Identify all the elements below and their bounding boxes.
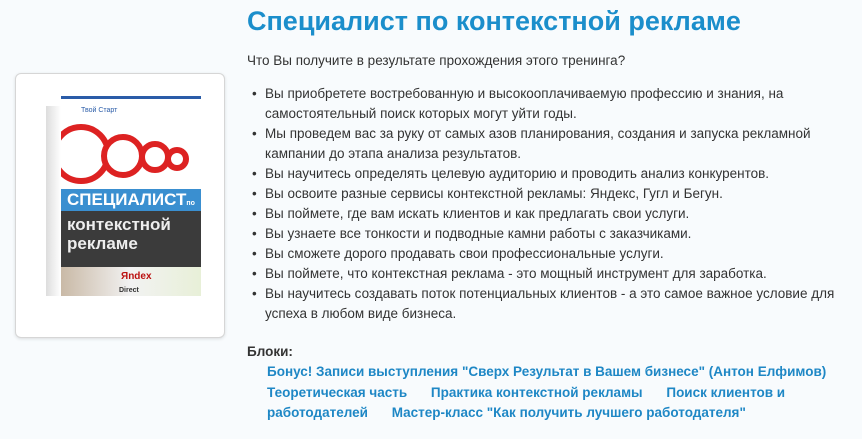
list-item: • Вы сможете дорого продавать свои профессиональные услуги. [265, 244, 845, 264]
block-link-masterclass[interactable]: Мастер-класс "Как получить лучшего работодателя" [391, 405, 746, 420]
list-item: • Вы освоите разные сервисы контекстной рекламы: Яндекс, Гугл и Бегун. [265, 184, 845, 204]
box-title-line2: контекстной [67, 215, 171, 234]
benefits-list [265, 84, 845, 324]
list-item: • Мы проведем вас за руку от самых азов планирования, создания и запуска рекламной кампании до этапа анализа результатов. [265, 124, 845, 164]
box-front [61, 96, 201, 296]
page-title: Специалист по контекстной рекламе [247, 6, 741, 36]
list-item: • Вы поймете, что контекстная реклама - это мощный инструмент для заработка. [265, 264, 845, 284]
box-side [46, 106, 61, 296]
box-title-band [61, 189, 201, 211]
list-item: • Вы научитесь определять целевую аудиторию и проводить анализ конкурентов. [265, 164, 845, 184]
yandex-logo: Яndex [121, 271, 152, 282]
blocks-links [267, 362, 862, 424]
block-link-practice[interactable]: Практика контекстной рекламы [430, 384, 643, 400]
block-link-bonus[interactable]: Бонус! Записи выступления "Сверх Результат в Вашем бизнесе" (Антон Елфимов) [267, 364, 827, 379]
target-icon [165, 147, 189, 171]
box-title-small: по [186, 200, 195, 207]
box-title-line3: рекламе [67, 234, 138, 253]
product-image-card [15, 73, 225, 338]
direct-label: Direct [119, 287, 139, 294]
box-bottom-collage [61, 267, 201, 296]
block-link-client-search[interactable]: Поиск клиентов и работодателей [267, 384, 786, 420]
blocks-label: Блоки: [247, 344, 293, 359]
brand-logo: Твой Старт [81, 107, 118, 114]
list-item: • Вы приобретете востребованную и высокооплачиваемую профессию и знания, на самостоятельный поиск которых могут уйти годы. [265, 84, 845, 124]
list-item: • Вы научитесь создавать поток потенциальных клиентов - а это самое важное условие для успеха в любом виде бизнеса. [265, 284, 845, 324]
product-box-image [46, 84, 201, 319]
block-link-theory[interactable]: Теоретическая часть [267, 384, 408, 400]
box-subtitle-band [61, 211, 201, 267]
list-item: • Вы поймете, где вам искать клиентов и как предлагать свои услуги. [265, 204, 845, 224]
list-item: • Вы узнаете все тонкости и подводные камни работы с заказчиками. [265, 224, 845, 244]
box-title-line1: СПЕЦИАЛИСТ [67, 190, 187, 209]
intro-text: Что Вы получите в результате прохождения этого тренинга? [247, 53, 626, 68]
